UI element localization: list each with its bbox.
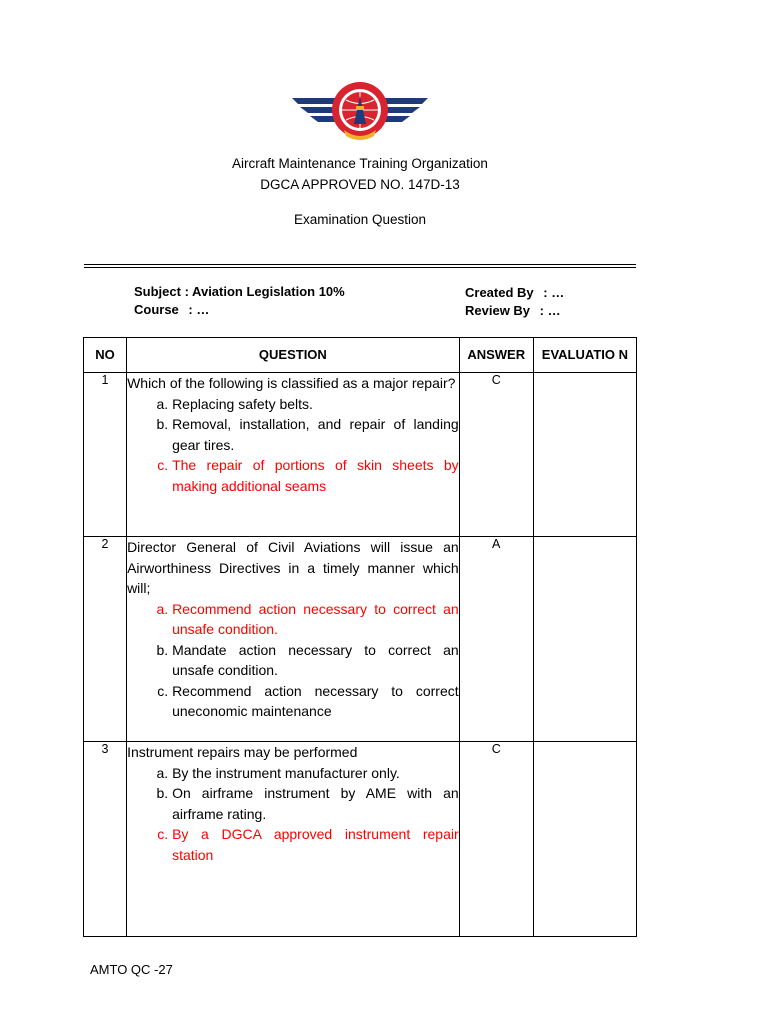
- question-number: 2: [84, 537, 127, 742]
- table-header-row: [84, 338, 637, 373]
- question-cell: [127, 373, 460, 537]
- question-text: Director General of Civil Aviations will issue an Airworthiness Directives in a timely manner which will;: [127, 539, 459, 596]
- course-value: : …: [188, 302, 210, 317]
- option-b: b. Mandate action necessary to correct an unsafe condition.: [172, 640, 459, 681]
- footer-code: AMTO QC -27: [90, 962, 173, 977]
- table-row: [84, 742, 637, 937]
- header-evaluation: EVALUATIO N: [533, 338, 636, 373]
- answer-cell: C: [459, 742, 533, 937]
- option-a-correct: a. Recommend action necessary to correct an unsafe condition.: [172, 599, 459, 640]
- option-a: a. By the instrument manufacturer only.: [172, 763, 459, 784]
- review-by-field: [465, 303, 561, 318]
- option-c: c. Recommend action necessary to correct uneconomic maintenance: [172, 681, 459, 722]
- answer-cell: A: [459, 537, 533, 742]
- document-title: Examination Question: [293, 212, 427, 227]
- question-cell: [127, 742, 460, 937]
- created-by-field: [465, 285, 564, 300]
- created-by-value: : …: [543, 285, 565, 300]
- review-by-value: : …: [539, 303, 561, 318]
- approval-number: DGCA APPROVED NO. 147D-13: [260, 177, 460, 192]
- subject-value: : Aviation Legislation 10%: [184, 284, 345, 299]
- question-text: Instrument repairs may be performed: [127, 744, 358, 760]
- option-c-correct: c. By a DGCA approved instrument repair station: [172, 824, 459, 865]
- option-a: a. Replacing safety belts.: [172, 394, 459, 415]
- header-no: NO: [84, 338, 127, 373]
- table-row: [84, 537, 637, 742]
- question-text: Which of the following is classified as a major repair?: [127, 375, 456, 391]
- answer-cell: C: [459, 373, 533, 537]
- course-field: [134, 302, 209, 317]
- table-row: [84, 373, 637, 537]
- header-divider-bottom: [84, 267, 636, 268]
- created-by-label: Created By: [465, 285, 534, 300]
- organization-name: Aircraft Maintenance Training Organization: [232, 156, 488, 171]
- question-number: 1: [84, 373, 127, 537]
- evaluation-cell: [533, 373, 636, 537]
- option-c-correct: c. The repair of portions of skin sheets by making additional seams: [172, 455, 459, 496]
- question-number: 3: [84, 742, 127, 937]
- evaluation-cell: [533, 537, 636, 742]
- option-b: b. Removal, installation, and repair of landing gear tires.: [172, 414, 459, 455]
- evaluation-cell: [533, 742, 636, 937]
- subject-label: Subject: [134, 284, 181, 299]
- review-by-label: Review By: [465, 303, 531, 318]
- subject-field: [134, 284, 345, 299]
- option-b: b. On airframe instrument by AME with an airframe rating.: [172, 783, 459, 824]
- exam-question-table: [83, 337, 637, 937]
- header-question: QUESTION: [127, 338, 460, 373]
- question-cell: [127, 537, 460, 742]
- header-divider-top: [84, 264, 636, 265]
- course-label: Course: [134, 302, 179, 317]
- header-answer: ANSWER: [459, 338, 533, 373]
- organization-logo-icon: [290, 80, 430, 144]
